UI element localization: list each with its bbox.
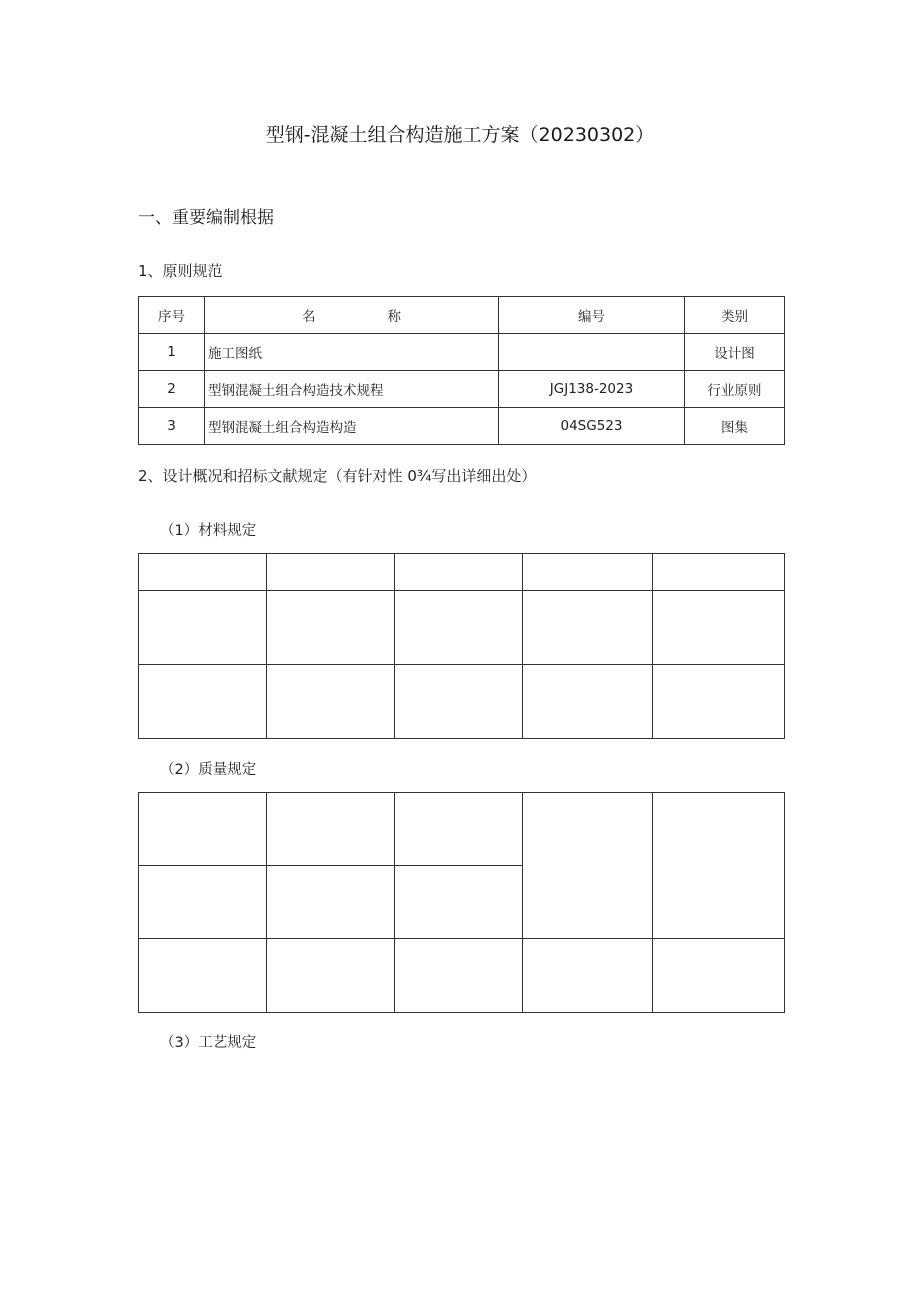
- header-type: 类别: [685, 297, 785, 334]
- page-title: 型钢-混凝土组合构造施工方案（20230302）: [265, 124, 655, 146]
- table-cell: [395, 866, 523, 939]
- table-row: [139, 371, 785, 408]
- table-cell: [395, 591, 523, 665]
- cell-type: 图集: [685, 408, 785, 445]
- header-name-b: 称: [387, 309, 401, 325]
- subsubsection-heading: （1）材料规定: [160, 523, 257, 539]
- subsubsection-heading: （3）工艺规定: [160, 1035, 257, 1051]
- table-row: [139, 591, 785, 665]
- section-heading: 一、重要编制根据: [138, 208, 274, 228]
- cell-code: JGJ138-2023: [499, 371, 685, 408]
- cell-name: 型钢混凝土组合构造技术规程: [205, 371, 499, 408]
- table-row: [139, 939, 785, 1013]
- table-cell: [523, 591, 653, 665]
- table-row: [139, 554, 785, 591]
- table-cell: [523, 793, 653, 939]
- table-cell: [267, 554, 395, 591]
- header-name-a: 名: [302, 309, 316, 325]
- header-code: 编号: [499, 297, 685, 334]
- table-cell: [523, 554, 653, 591]
- subsection-heading: 1、原则规范: [138, 262, 223, 280]
- cell-type: 设计图: [685, 334, 785, 371]
- table-cell: [139, 866, 267, 939]
- table-cell: [139, 665, 267, 739]
- table-cell: [267, 866, 395, 939]
- table-row: [139, 408, 785, 445]
- table-cell: [653, 939, 785, 1013]
- table-cell: [139, 793, 267, 866]
- standards-table: [138, 296, 785, 445]
- table-cell: [267, 665, 395, 739]
- cell-no: 3: [139, 408, 205, 445]
- table-cell: [653, 554, 785, 591]
- table-cell: [523, 939, 653, 1013]
- table-row: [139, 334, 785, 371]
- table-cell: [523, 665, 653, 739]
- table-cell: [395, 665, 523, 739]
- table-cell: [267, 591, 395, 665]
- table-cell: [139, 554, 267, 591]
- table-header-row: [139, 297, 785, 334]
- table-cell: [139, 591, 267, 665]
- table-cell: [267, 939, 395, 1013]
- cell-no: 2: [139, 371, 205, 408]
- table-cell: [653, 665, 785, 739]
- table-cell: [653, 591, 785, 665]
- table-row: [139, 665, 785, 739]
- table-cell: [267, 793, 395, 866]
- table-cell: [395, 554, 523, 591]
- table-cell: [395, 793, 523, 866]
- table-cell: [395, 939, 523, 1013]
- table-row: [139, 793, 785, 866]
- cell-name: 施工图纸: [205, 334, 499, 371]
- cell-type: 行业原则: [685, 371, 785, 408]
- header-no: 序号: [139, 297, 205, 334]
- materials-table: [138, 553, 785, 739]
- table-cell: [653, 793, 785, 939]
- subsubsection-heading: （2）质量规定: [160, 762, 257, 778]
- cell-name: 型钢混凝土组合构造构造: [205, 408, 499, 445]
- table-cell: [139, 939, 267, 1013]
- cell-no: 1: [139, 334, 205, 371]
- cell-code: [499, 334, 685, 371]
- subsection-heading: 2、设计概况和招标文献规定（有针对性 0¾写出详细出处）: [138, 467, 537, 485]
- cell-code: 04SG523: [499, 408, 685, 445]
- header-name: [205, 297, 499, 334]
- quality-table: [138, 792, 785, 1013]
